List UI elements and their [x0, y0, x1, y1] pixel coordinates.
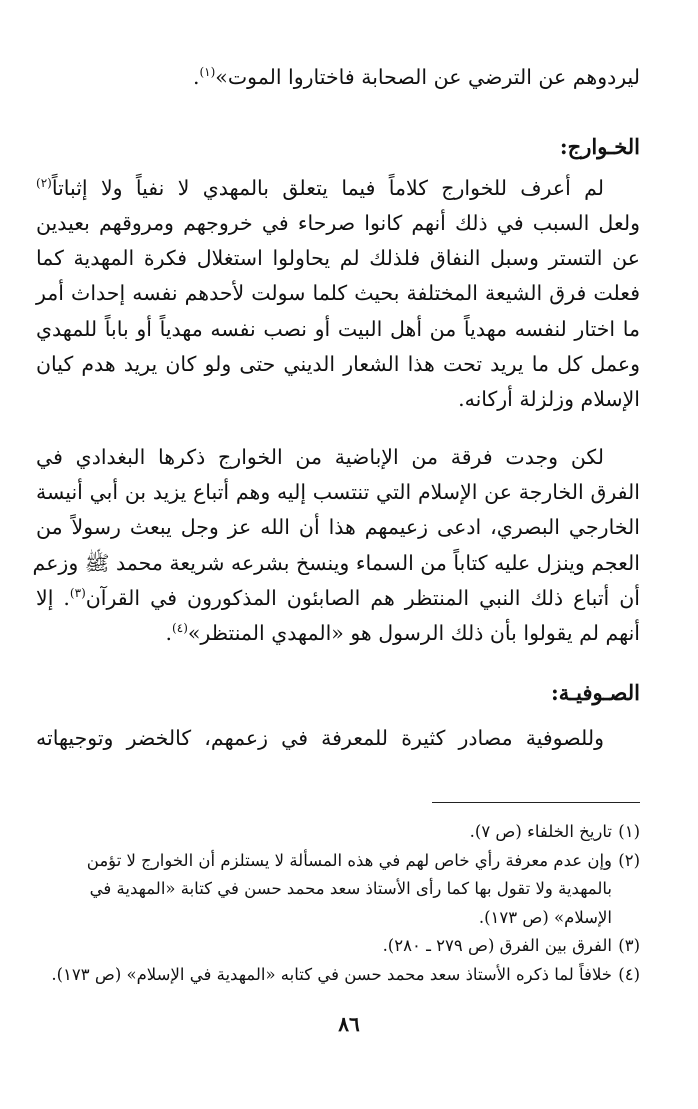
heading-sufiyya: الصـوفيـة:: [551, 680, 640, 706]
footnote-number: (٢): [618, 850, 640, 870]
footnote-3: [36, 932, 640, 961]
footnote-text: تاريخ الخلفاء (ص ٧).: [469, 822, 612, 841]
paragraph-khawarij: [36, 171, 640, 418]
paragraph-ibadiyya: [32, 440, 641, 652]
paragraph-sufiyya: [36, 721, 640, 756]
text-line: لم أعرف للخوارج كلاماً فيما يتعلق بالمهدي لا نفياً ولا إثباتاً$^{(٢)}$: [36, 175, 604, 200]
footnote-number: (١): [618, 822, 640, 841]
text-line: عن التستر وسبل النفاق فلذلك لم يحاولوا استغلال فكرة المهدية كما: [36, 246, 640, 271]
text-line: ولعل السبب في ذلك أنهم كانوا صرحاء في خروجهم ومروقهم بعيدين: [36, 210, 640, 235]
footnotes: [36, 818, 640, 989]
text-line: العجم وينزل عليه كتاباً من السماء وينسخ بشرعه شريعة محمد ﷺ وزعم: [32, 550, 640, 575]
footnote-number: (٤): [618, 964, 640, 984]
text-line: ما اختار لنفسه مهدياً من أهل البيت أو نصب نفسه مهدياً أو باباً للمهدي: [36, 316, 640, 341]
intro-paragraph: [36, 60, 640, 95]
footnote-4: [36, 961, 640, 990]
text-line: أن أتباع ذلك النبي المنتظر هم الصابئون المذكورون في القرآن$^{(٣)}$. إلا: [36, 585, 641, 610]
text-line: الإسلام وزلزلة أركانه.: [458, 387, 640, 412]
footnote-text: الفرق بين الفرق (ص ٢٧٩ ـ ٢٨٠).: [382, 936, 612, 955]
text-line: وللصوفية مصادر كثيرة للمعرفة في زعمهم، كالخضر وتوجيهاته: [36, 725, 604, 750]
text-line: لكن وجدت فرقة من الإباضية من الخوارج ذكرها البغدادي في: [36, 444, 604, 469]
footnote-1: [36, 818, 640, 847]
footnote-number: (٣): [618, 936, 640, 955]
page-number: ٨٦: [338, 1012, 360, 1036]
text-line: الخارجي البصري، ادعى زعيمهم هذا أن الله عز وجل يبعث رسولاً من: [36, 515, 640, 540]
text-line: وعمل كل ما يريد تحت هذا الشعار الديني حتى ولو كان يريد هدم كيان: [36, 352, 640, 377]
text-line: أنهم لم يقولوا بأن ذلك الرسول هو «المهدي المنتظر»$^{(٤)}$.: [165, 621, 640, 646]
footnote-text: وإن عدم معرفة رأي خاص لهم في هذه المسألة لا يستلزم أن الخوارج لا تؤمن بالمهدية ولا تقول بها كما رأى الأستاذ سعد محمد حسن في كتابة «المهدية في الإسلام» (ص ١٧٣).: [86, 850, 612, 927]
text-line: الفرق الخارجة عن الإسلام التي تنتسب إليه وهم أتباع يزيد بن أبي أنيسة: [36, 479, 640, 504]
footnote-ref-1: (١): [199, 65, 216, 80]
footnote-divider: [432, 802, 640, 803]
intro-line: ليردوهم عن الترضي عن الصحابة فاختاروا الموت»$^{(١)}$.: [192, 65, 640, 89]
footnote-ref-4: (٤): [172, 621, 188, 636]
text-line: فعلت فرق الشيعة المختلفة بحيث كلما سولت لأحدهم نفسه إحداث أمر: [36, 281, 640, 306]
main-text: [32, 60, 641, 756]
footnote-2: [36, 847, 640, 933]
footnote-text: خلافاً لما ذكره الأستاذ سعد محمد حسن في كتابه «المهدية في الإسلام» (ص ١٧٣).: [51, 964, 612, 984]
footnote-ref-2: (٢): [36, 175, 52, 190]
footnote-ref-3: (٣): [69, 586, 86, 601]
heading-khawarij: الخـوارج:: [559, 134, 640, 160]
